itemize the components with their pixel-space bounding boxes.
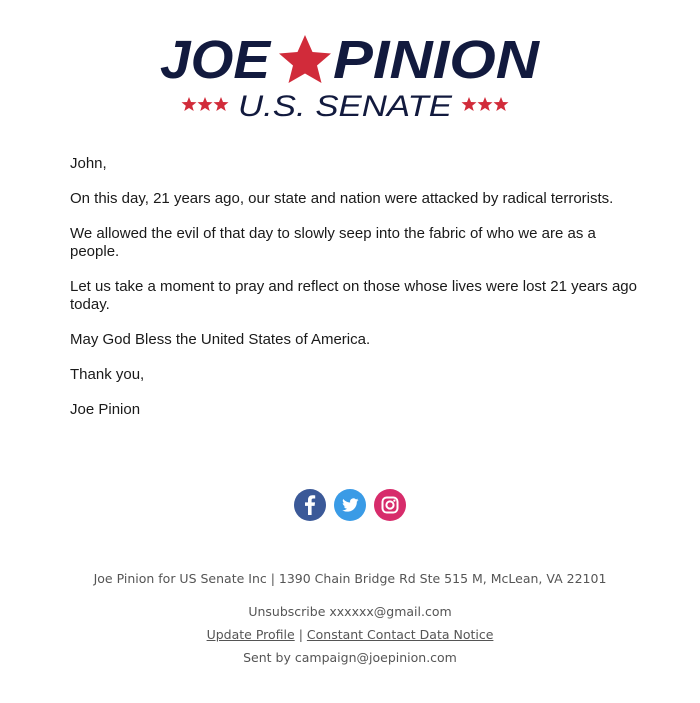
logo-first-name: JOE (160, 30, 273, 90)
sent-by-label: Sent by (243, 650, 291, 665)
closing: Thank you, (70, 366, 145, 383)
unsubscribe-link[interactable]: Unsubscribe (248, 604, 326, 619)
greeting: John, (70, 155, 107, 172)
logo-left-stars (182, 97, 229, 111)
logo-right-stars (462, 97, 509, 111)
footer-address: Joe Pinion for US Senate Inc | 1390 Chain Bridge Rd Ste 515 M, McLean, VA 22101 (93, 571, 607, 586)
twitter-icon (334, 489, 366, 521)
facebook-icon (294, 489, 326, 521)
email-body (70, 155, 640, 436)
campaign-logo-graphic (158, 30, 542, 120)
campaign-logo (158, 30, 542, 120)
logo-last-name: PINION (333, 30, 541, 90)
footer-sent-by (0, 650, 700, 665)
data-notice-link[interactable]: Constant Contact Data Notice (306, 627, 494, 642)
body-paragraph: Let us take a moment to pray and reflect on those whose lives were lost 21 years ago today. (70, 278, 637, 313)
update-profile-link[interactable]: Update Profile (206, 627, 295, 642)
footer-unsubscribe-line (0, 604, 700, 619)
footer-links (0, 627, 700, 642)
footer-separator: | (298, 627, 303, 642)
unsubscribe-email: xxxxxx@gmail.com (329, 604, 452, 619)
signature: Joe Pinion (70, 401, 141, 418)
body-paragraph: May God Bless the United States of America. (70, 331, 371, 348)
logo-subtitle: U.S. SENATE (238, 90, 454, 120)
twitter-button[interactable] (334, 489, 366, 521)
social-links (0, 489, 700, 521)
sent-by-email: campaign@joepinion.com (294, 650, 457, 665)
body-paragraph: On this day, 21 years ago, our state and nation were attacked by radical terrorists. (70, 190, 614, 207)
logo-star-icon (279, 35, 331, 83)
instagram-icon (374, 489, 406, 521)
body-paragraph: We allowed the evil of that day to slowly seep into the fabric of who we are as a people. (70, 225, 596, 260)
instagram-button[interactable] (374, 489, 406, 521)
facebook-button[interactable] (294, 489, 326, 521)
